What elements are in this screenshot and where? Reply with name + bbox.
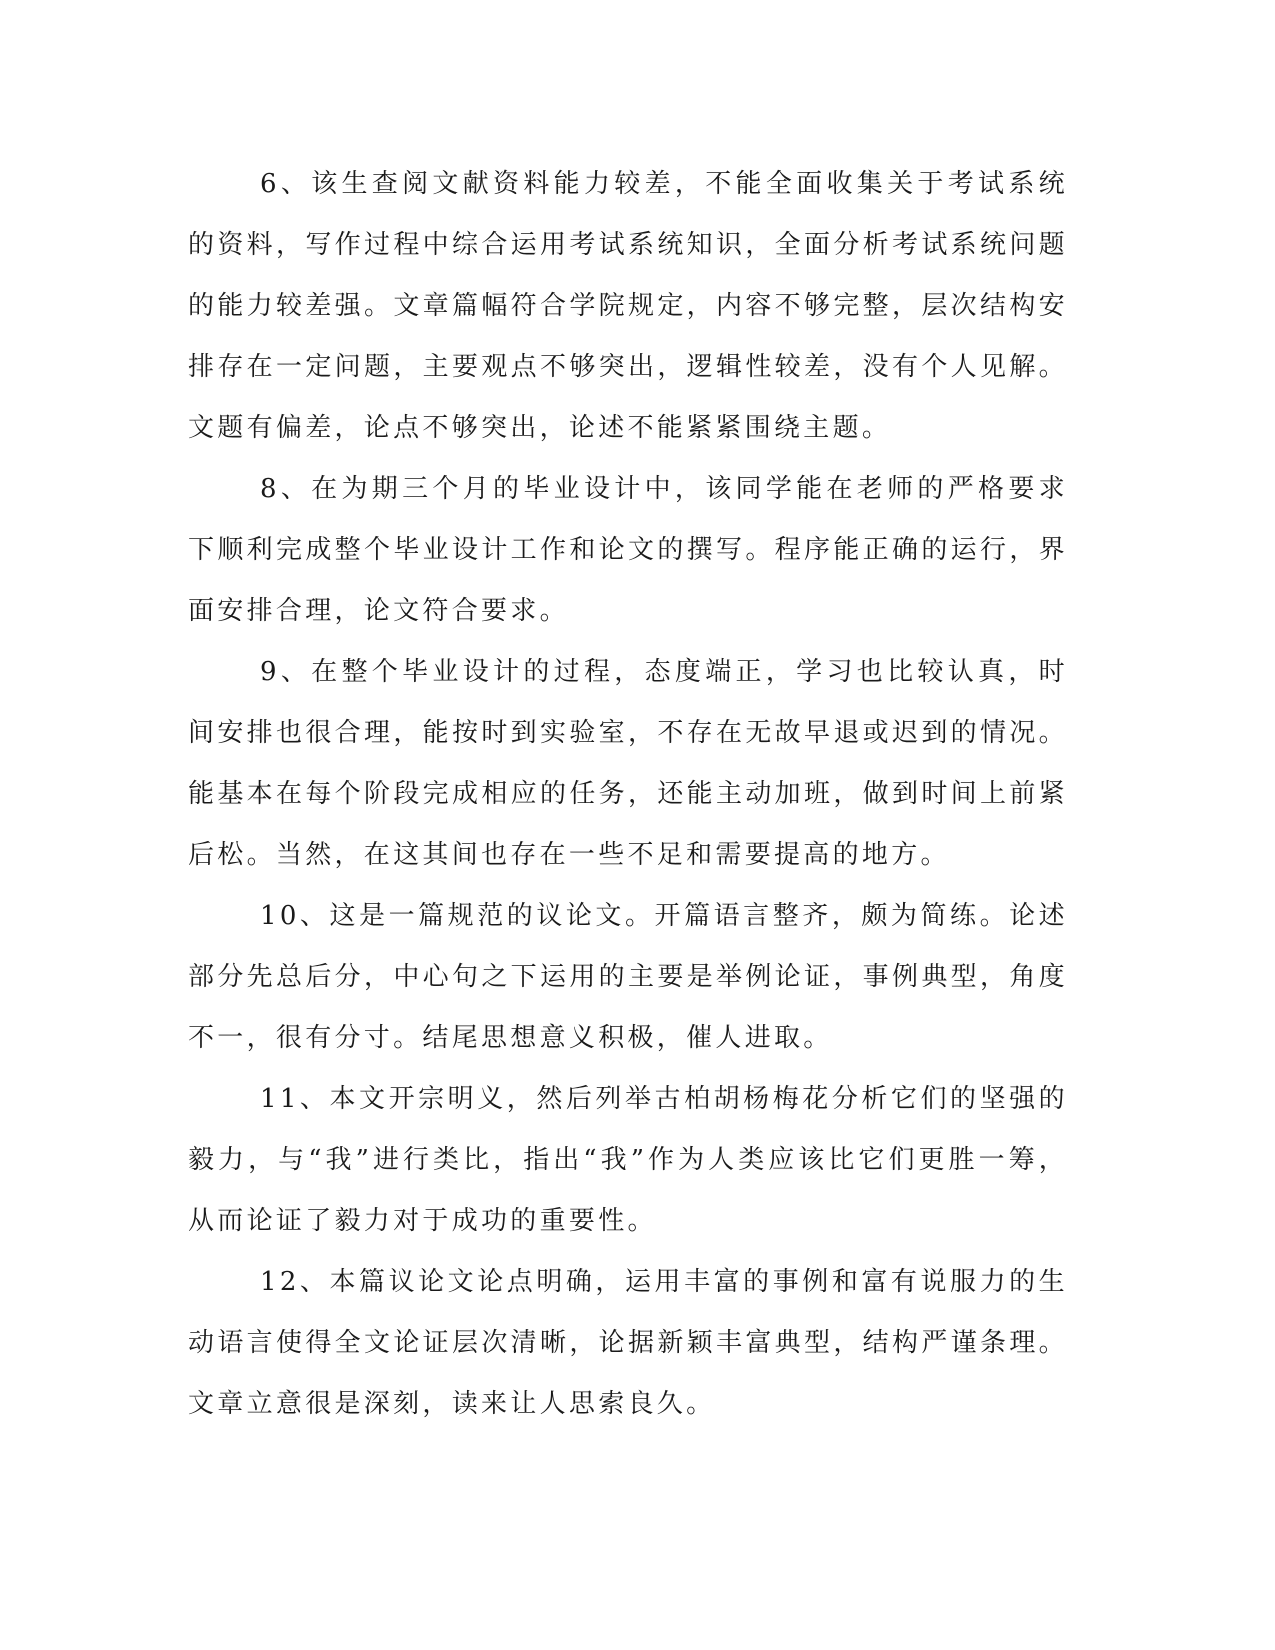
paragraph-11: 11、本文开宗明义，然后列举古柏胡杨梅花分析它们的坚强的毅力，与“我”进行类比，指出“我”作为人类应该比它们更胜一筹，从而论证了毅力对于成功的重要性。 xyxy=(188,1084,1068,1236)
paragraph-12: 12、本篇议论文论点明确，运用丰富的事例和富有说服力的生动语言使得全文论证层次清晰，论据新颖丰富典型，结构严谨条理。文章立意很是深刻，读来让人思索良久。 xyxy=(188,1267,1068,1419)
paragraph-9: 9、在整个毕业设计的过程，态度端正，学习也比较认真，时间安排也很合理，能按时到实验室，不存在无故早退或迟到的情况。能基本在每个阶段完成相应的任务，还能主动加班，做到时间上前紧后松。当然，在这其间也存在一些不足和需要提高的地方。 xyxy=(188,657,1068,870)
paragraph-8: 8、在为期三个月的毕业设计中，该同学能在老师的严格要求下顺利完成整个毕业设计工作和论文的撰写。程序能正确的运行，界面安排合理，论文符合要求。 xyxy=(188,474,1068,626)
paragraph-10: 10、这是一篇规范的议论文。开篇语言整齐，颇为简练。论述部分先总后分，中心句之下运用的主要是举例论证，事例典型，角度不一，很有分寸。结尾思想意义积极，催人进取。 xyxy=(188,901,1068,1053)
document-body xyxy=(188,154,1068,1435)
paragraph-6: 6、该生查阅文献资料能力较差，不能全面收集关于考试系统的资料，写作过程中综合运用考试系统知识，全面分析考试系统问题的能力较差强。文章篇幅符合学院规定，内容不够完整，层次结构安排存在一定问题，主要观点不够突出，逻辑性较差，没有个人见解。文题有偏差，论点不够突出，论述不能紧紧围绕主题。 xyxy=(188,169,1068,443)
